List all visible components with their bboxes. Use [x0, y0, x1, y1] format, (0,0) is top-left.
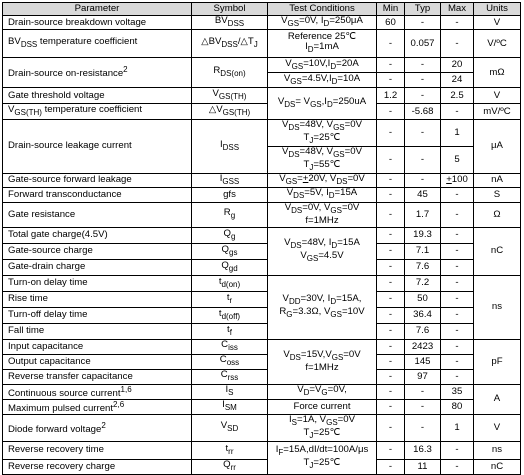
symbol-cell: $C_{iss}$ — [192, 339, 268, 354]
test-conditions-cell: $V_{DS}=48V$, $V_{GS}=0V$ $T_J=25℃$ — [268, 120, 377, 147]
value-cell: - — [377, 30, 405, 58]
test-conditions-cell: $I_S=1A$, $V_{GS}=0V$ $T_J=25℃$ — [268, 415, 377, 442]
value-cell: - — [377, 227, 405, 243]
value-cell: - — [377, 307, 405, 323]
value-cell: - — [441, 16, 474, 30]
value-cell: 19.3 — [405, 227, 441, 243]
parameter-cell: Reverse recovery time — [3, 441, 192, 459]
test-conditions-cell: $V_{GS}=0V$, $I_D=250\mu A$ — [268, 16, 377, 30]
units-cell: nC — [474, 227, 521, 275]
table-row — [3, 384, 521, 399]
parameter-cell: Total gate charge(4.5V) — [3, 227, 192, 243]
table-row — [3, 243, 521, 259]
value-cell: - — [377, 441, 405, 459]
value-cell: - — [441, 369, 474, 384]
value-cell: 35 — [441, 384, 474, 399]
table-row — [3, 307, 521, 323]
symbol-cell: $Q_{gd}$ — [192, 259, 268, 275]
header-typ: Typ — [405, 3, 441, 16]
value-cell: - — [405, 120, 441, 147]
header-units: Units — [474, 3, 521, 16]
test-conditions-cell: $V_{DS}= V_{GS},I_D=250uA$ — [268, 88, 377, 120]
parameter-cell: Continuous source current$^{1,6}$ — [3, 384, 192, 399]
units-cell: nC — [474, 459, 521, 474]
test-conditions-cell: $V_{DD}=30V$, $I_D=15A$, $R_G=3.3\Omega$, $V_{GS}=10V$ — [268, 275, 377, 339]
table-row — [3, 459, 521, 474]
symbol-cell: $R_g$ — [192, 202, 268, 227]
parameter-cell: Drain-source leakage current — [3, 120, 192, 174]
value-cell: - — [377, 104, 405, 120]
parameter-cell: Turn-on delay time — [3, 275, 192, 291]
symbol-cell: $V_{GS(TH)}$ — [192, 88, 268, 104]
symbol-cell: $t_{d(off)}$ — [192, 307, 268, 323]
units-cell: ns — [474, 441, 521, 459]
value-cell: 145 — [405, 354, 441, 369]
test-conditions-cell: $V_{GS}=10V,I_D=20A$ — [268, 58, 377, 73]
test-conditions-cell: $V_{DS}=0V$, $V_{GS}=0V$ f=1MHz — [268, 202, 377, 227]
header-parameter: Parameter — [3, 3, 192, 16]
parameter-cell: Forward transconductance — [3, 187, 192, 202]
value-cell: - — [377, 58, 405, 73]
value-cell: +100 — [441, 173, 474, 187]
value-cell: - — [441, 307, 474, 323]
value-cell: 7.6 — [405, 259, 441, 275]
value-cell: - — [441, 243, 474, 259]
value-cell: 97 — [405, 369, 441, 384]
units-cell: mV/ºC — [474, 104, 521, 120]
value-cell: - — [377, 459, 405, 474]
value-cell: - — [441, 291, 474, 307]
parameter-cell: $V_{GS(TH)}$ temperature coefficient — [3, 104, 192, 120]
test-conditions-cell: Reference 25℃ $I_D=1mA$ — [268, 30, 377, 58]
units-cell: V — [474, 88, 521, 104]
table-row — [3, 259, 521, 275]
test-conditions-cell: $V_{GS}=4.5V,I_D=10A$ — [268, 73, 377, 88]
table-row — [3, 30, 521, 58]
parameter-cell: Drain-source breakdown voltage — [3, 16, 192, 30]
symbol-cell: $I_{DSS}$ — [192, 120, 268, 174]
value-cell: - — [405, 16, 441, 30]
table-row — [3, 323, 521, 339]
symbol-cell: gfs — [192, 187, 268, 202]
symbol-cell: $t_r$ — [192, 291, 268, 307]
header-symbol: Symbol — [192, 3, 268, 16]
value-cell: - — [377, 384, 405, 399]
value-cell: 2423 — [405, 339, 441, 354]
value-cell: 50 — [405, 291, 441, 307]
value-cell: - — [405, 73, 441, 88]
table-row — [3, 88, 521, 104]
value-cell: - — [441, 459, 474, 474]
value-cell: - — [441, 275, 474, 291]
value-cell: 7.2 — [405, 275, 441, 291]
value-cell: - — [405, 88, 441, 104]
units-cell: Ω — [474, 202, 521, 227]
value-cell: 16.3 — [405, 441, 441, 459]
header-test-conditions: Test Conditions — [268, 3, 377, 16]
value-cell: 2.5 — [441, 88, 474, 104]
value-cell: 1 — [441, 415, 474, 442]
value-cell: - — [377, 415, 405, 442]
test-conditions-cell: $V_D=V_G=0V$, — [268, 384, 377, 399]
value-cell: - — [441, 30, 474, 58]
units-cell: V/ºC — [474, 30, 521, 58]
symbol-cell: $t_f$ — [192, 323, 268, 339]
parameter-cell: Reverse transfer capacitance — [3, 369, 192, 384]
symbol-cell: $C_{rss}$ — [192, 369, 268, 384]
value-cell: - — [441, 354, 474, 369]
value-cell: - — [405, 384, 441, 399]
table-row — [3, 227, 521, 243]
value-cell: - — [377, 399, 405, 414]
units-cell: A — [474, 384, 521, 414]
table-row — [3, 275, 521, 291]
value-cell: 45 — [405, 187, 441, 202]
table-row — [3, 202, 521, 227]
value-cell: - — [441, 227, 474, 243]
symbol-cell: $R_{DS(on)}$ — [192, 58, 268, 88]
test-conditions-cell: $V_{GS}=+20V$, $V_{DS}=0V$ — [268, 173, 377, 187]
symbol-cell: $I_S$ — [192, 384, 268, 399]
value-cell: - — [377, 243, 405, 259]
table-row — [3, 441, 521, 459]
table-row — [3, 369, 521, 384]
symbol-cell: $t_{rr}$ — [192, 441, 268, 459]
table-row — [3, 339, 521, 354]
test-conditions-cell: $I_F=15A,dI/dt=100A/\mu s$ $T_J=25℃$ — [268, 441, 377, 474]
value-cell: 1 — [441, 120, 474, 147]
parameter-cell: Gate-source forward leakage — [3, 173, 192, 187]
parameter-cell: Drain-source on-resistance$^2$ — [3, 58, 192, 88]
value-cell: - — [405, 415, 441, 442]
value-cell: 60 — [377, 16, 405, 30]
value-cell: - — [377, 369, 405, 384]
value-cell: - — [377, 187, 405, 202]
symbol-cell: $I_{SM}$ — [192, 399, 268, 414]
value-cell: -5.68 — [405, 104, 441, 120]
value-cell: 11 — [405, 459, 441, 474]
value-cell: 0.057 — [405, 30, 441, 58]
parameter-cell: Diode forward voltage$^2$ — [3, 415, 192, 442]
table-row — [3, 291, 521, 307]
table-body — [3, 16, 521, 475]
symbol-cell: $BV_{DSS}$ — [192, 16, 268, 30]
symbol-cell: $Q_g$ — [192, 227, 268, 243]
value-cell: - — [441, 202, 474, 227]
table-row — [3, 354, 521, 369]
value-cell: 7.6 — [405, 323, 441, 339]
header-max: Max — [441, 3, 474, 16]
value-cell: - — [441, 323, 474, 339]
value-cell: - — [377, 275, 405, 291]
electrical-characteristics-table — [2, 2, 521, 475]
value-cell: - — [377, 146, 405, 173]
parameter-cell: Rise time — [3, 291, 192, 307]
table-row — [3, 58, 521, 73]
parameter-cell: $BV_{DSS}$ temperature coefficient — [3, 30, 192, 58]
symbol-cell: $I_{GSS}$ — [192, 173, 268, 187]
value-cell: 1.7 — [405, 202, 441, 227]
symbol-cell: $V_{SD}$ — [192, 415, 268, 442]
value-cell: - — [377, 120, 405, 147]
parameter-cell: Gate-drain charge — [3, 259, 192, 275]
value-cell: - — [441, 259, 474, 275]
parameter-cell: Output capacitance — [3, 354, 192, 369]
test-conditions-cell: Force current — [268, 399, 377, 414]
value-cell: - — [377, 173, 405, 187]
symbol-cell: $C_{oss}$ — [192, 354, 268, 369]
value-cell: - — [377, 323, 405, 339]
table-row — [3, 173, 521, 187]
units-cell: pF — [474, 339, 521, 384]
value-cell: - — [377, 339, 405, 354]
value-cell: 7.1 — [405, 243, 441, 259]
units-cell: ns — [474, 275, 521, 339]
test-conditions-cell: $V_{DS}=48V$, $I_D=15A$ $V_{GS}=4.5V$ — [268, 227, 377, 275]
value-cell: 24 — [441, 73, 474, 88]
header-min: Min — [377, 3, 405, 16]
table-row — [3, 16, 521, 30]
value-cell: 20 — [441, 58, 474, 73]
value-cell: - — [377, 354, 405, 369]
value-cell: 5 — [441, 146, 474, 173]
parameter-cell: Maximum pulsed current$^{2,6}$ — [3, 399, 192, 414]
value-cell: - — [405, 173, 441, 187]
table-row — [3, 399, 521, 414]
parameter-cell: Gate resistance — [3, 202, 192, 227]
value-cell: - — [405, 399, 441, 414]
value-cell: 1.2 — [377, 88, 405, 104]
value-cell: - — [405, 146, 441, 173]
value-cell: 36.4 — [405, 307, 441, 323]
table-row — [3, 104, 521, 120]
units-cell: nA — [474, 173, 521, 187]
symbol-cell: $\triangle BV_{DSS}/\triangle T_J$ — [192, 30, 268, 58]
header-row — [3, 3, 521, 16]
value-cell: - — [377, 202, 405, 227]
value-cell: - — [441, 339, 474, 354]
value-cell: 80 — [441, 399, 474, 414]
symbol-cell: $\triangle V_{GS(TH)}$ — [192, 104, 268, 120]
units-cell: V — [474, 16, 521, 30]
parameter-cell: Turn-off delay time — [3, 307, 192, 323]
parameter-cell: Gate threshold voltage — [3, 88, 192, 104]
parameter-cell: Gate-source charge — [3, 243, 192, 259]
value-cell: - — [441, 187, 474, 202]
symbol-cell: $Q_{gs}$ — [192, 243, 268, 259]
test-conditions-cell: $V_{DS}=5V$, $I_D=15A$ — [268, 187, 377, 202]
units-cell: V — [474, 415, 521, 442]
symbol-cell: $t_{d(on)}$ — [192, 275, 268, 291]
units-cell: S — [474, 187, 521, 202]
value-cell: - — [377, 73, 405, 88]
parameter-cell: Fall time — [3, 323, 192, 339]
value-cell: - — [405, 58, 441, 73]
symbol-cell: $Q_{rr}$ — [192, 459, 268, 474]
table-row — [3, 415, 521, 442]
table-row — [3, 120, 521, 147]
units-cell: mΩ — [474, 58, 521, 88]
value-cell: - — [377, 259, 405, 275]
test-conditions-cell: $V_{DS}=15V,V_{GS}=0V$ f=1MHz — [268, 339, 377, 384]
units-cell: μA — [474, 120, 521, 174]
parameter-cell: Input capacitance — [3, 339, 192, 354]
value-cell: - — [441, 104, 474, 120]
value-cell: - — [441, 441, 474, 459]
value-cell: - — [377, 291, 405, 307]
parameter-cell: Reverse recovery charge — [3, 459, 192, 474]
test-conditions-cell: $V_{DS}=48V$, $V_{GS}=0V$ $T_J=55℃$ — [268, 146, 377, 173]
table-row — [3, 187, 521, 202]
